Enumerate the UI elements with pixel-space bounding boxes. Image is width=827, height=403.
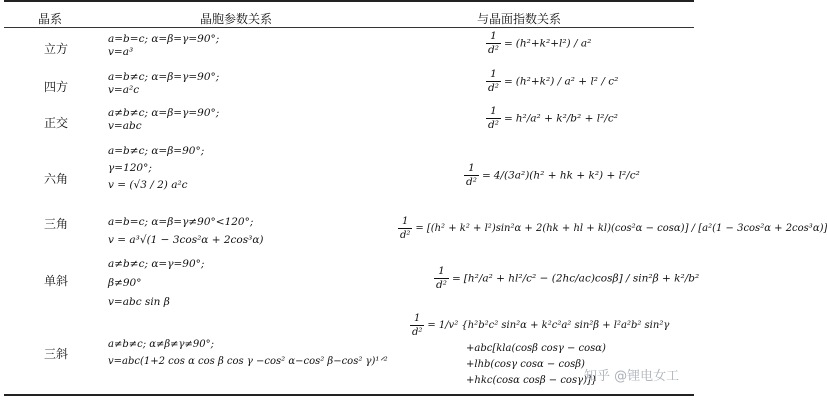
formula-triclinic-line4: +hkc(cosα cosβ − cosγ)]} bbox=[466, 375, 598, 386]
formula-rhs: 1/v² {h²b²c² sin²α + k²c²a² sin²β + l²a²b² sin²γ bbox=[438, 320, 670, 331]
header-system: 晶系 bbox=[38, 12, 63, 26]
params-cubic bbox=[108, 33, 219, 59]
table-bottom-rule bbox=[4, 394, 694, 396]
formula-rhs: (h²+k²) / a² + l² / c² bbox=[515, 75, 619, 88]
formula-triclinic-line2: +abc[kla(cosβ cosγ − cosα) bbox=[466, 343, 606, 354]
params-line: γ=120°; bbox=[108, 162, 152, 174]
table-header-rule bbox=[4, 27, 694, 28]
params-line: a≠b≠c; α=γ=90°; bbox=[108, 258, 205, 270]
params-tetragonal bbox=[108, 71, 219, 97]
lhs-fraction: $\frac{1}{\text{d²}}$ bbox=[488, 30, 499, 56]
system-triclinic: 三斜 bbox=[44, 347, 69, 361]
params-line: a=b=c; α=β=γ=90°; bbox=[108, 33, 220, 45]
formula-triclinic-line3: +lhb(cosγ cosα − cosβ) bbox=[466, 359, 585, 370]
formula-rhs: (h²+k²+l²) / a² bbox=[515, 37, 592, 50]
formula-orthorhombic: $\frac{1}{\text{d²}}$ = h²/a² + k²/b² + l²/c² bbox=[488, 105, 618, 131]
system-monoclinic: 单斜 bbox=[44, 274, 69, 288]
params-monoclinic bbox=[108, 255, 204, 312]
params-line: v=abc bbox=[108, 120, 142, 132]
formula-cubic: $\frac{1}{\text{d²}}$ = (h²+k²+l²) / a² bbox=[488, 30, 592, 56]
lhs-fraction: $\frac{1}{\text{d²}}$ bbox=[412, 313, 423, 338]
header-params: 晶胞参数关系 bbox=[200, 12, 273, 26]
formula-rhs: [h²/a² + hl²/c² − (2hc/ac)cosβ] / sin²β + k²/b² bbox=[463, 272, 700, 285]
watermark-text: 知乎 @锂电女工 bbox=[584, 369, 680, 384]
formula-triclinic: $\frac{1}{\text{d²}}$ = 1/v² {h²b²c² sin²α + k²c²a² sin²β + l²a²b² sin²γ bbox=[412, 313, 670, 338]
params-line: a≠b≠c; α≠β≠γ≠90°; bbox=[108, 339, 215, 350]
formula-monoclinic: $\frac{1}{\text{d²}}$ = [h²/a² + hl²/c² − (2hc/ac)cosβ] / sin²β + k²/b² bbox=[436, 265, 700, 291]
params-line: v = (√3 / 2) a²c bbox=[108, 179, 188, 191]
system-trigonal: 三角 bbox=[44, 217, 69, 231]
lhs-fraction: $\frac{1}{\text{d²}}$ bbox=[488, 105, 499, 131]
lhs-fraction: $\frac{1}{\text{d²}}$ bbox=[466, 162, 477, 188]
formula-rhs: [(h² + k² + l²)sin²α + 2(hk + hl + kl)(cos²α − cosα)] / [a²(1 − 3cos²α + 2cos³α)] bbox=[426, 223, 827, 234]
formula-hexagonal: $\frac{1}{\text{d²}}$ = 4/(3a²)(h² + hk + k²) + l²/c² bbox=[466, 162, 640, 188]
lhs-fraction: $\frac{1}{\text{d²}}$ bbox=[436, 265, 447, 291]
params-line: v=a³ bbox=[108, 46, 134, 58]
params-line: a=b=c; α=β=γ≠90°<120°; bbox=[108, 216, 254, 228]
formula-rhs: h²/a² + k²/b² + l²/c² bbox=[515, 112, 618, 125]
params-line: v=abc(1+2 cos α cos β cos γ −cos² α−cos² β−cos² γ)¹ᐟ² bbox=[108, 356, 388, 367]
formula-trigonal: $\frac{1}{\text{d²}}$ = [(h² + k² + l²)sin²α + 2(hk + hl + kl)(cos²α − cosα)] / [a²(1 − 3cos²α + 2cos³α)] bbox=[400, 216, 827, 241]
params-hexagonal bbox=[108, 143, 204, 194]
formula-rhs: 4/(3a²)(h² + hk + k²) + l²/c² bbox=[493, 169, 640, 182]
params-trigonal bbox=[108, 213, 264, 249]
params-line: a=b≠c; α=β=90°; bbox=[108, 145, 205, 157]
params-line: v=abc sin β bbox=[108, 296, 170, 308]
system-hexagonal: 六角 bbox=[44, 172, 69, 186]
system-cubic: 立方 bbox=[44, 42, 69, 56]
params-triclinic bbox=[108, 336, 388, 370]
params-line: a=b≠c; α=β=γ=90°; bbox=[108, 71, 220, 83]
formula-tetragonal: $\frac{1}{\text{d²}}$ = (h²+k²) / a² + l² / c² bbox=[488, 68, 619, 94]
params-line: v = a³√(1 − 3cos²α + 2cos³α) bbox=[108, 234, 264, 246]
params-line: a≠b≠c; α=β=γ=90°; bbox=[108, 107, 220, 119]
lhs-fraction: $\frac{1}{\text{d²}}$ bbox=[400, 216, 411, 241]
lhs-fraction: $\frac{1}{\text{d²}}$ bbox=[488, 68, 499, 94]
params-line: β≠90° bbox=[108, 277, 142, 289]
table-top-rule bbox=[4, 0, 694, 2]
header-formula: 与晶面指数关系 bbox=[477, 12, 562, 26]
params-orthorhombic bbox=[108, 107, 219, 133]
system-orthorhombic: 正交 bbox=[44, 116, 69, 130]
params-line: v=a²c bbox=[108, 84, 140, 96]
system-tetragonal: 四方 bbox=[44, 80, 69, 94]
